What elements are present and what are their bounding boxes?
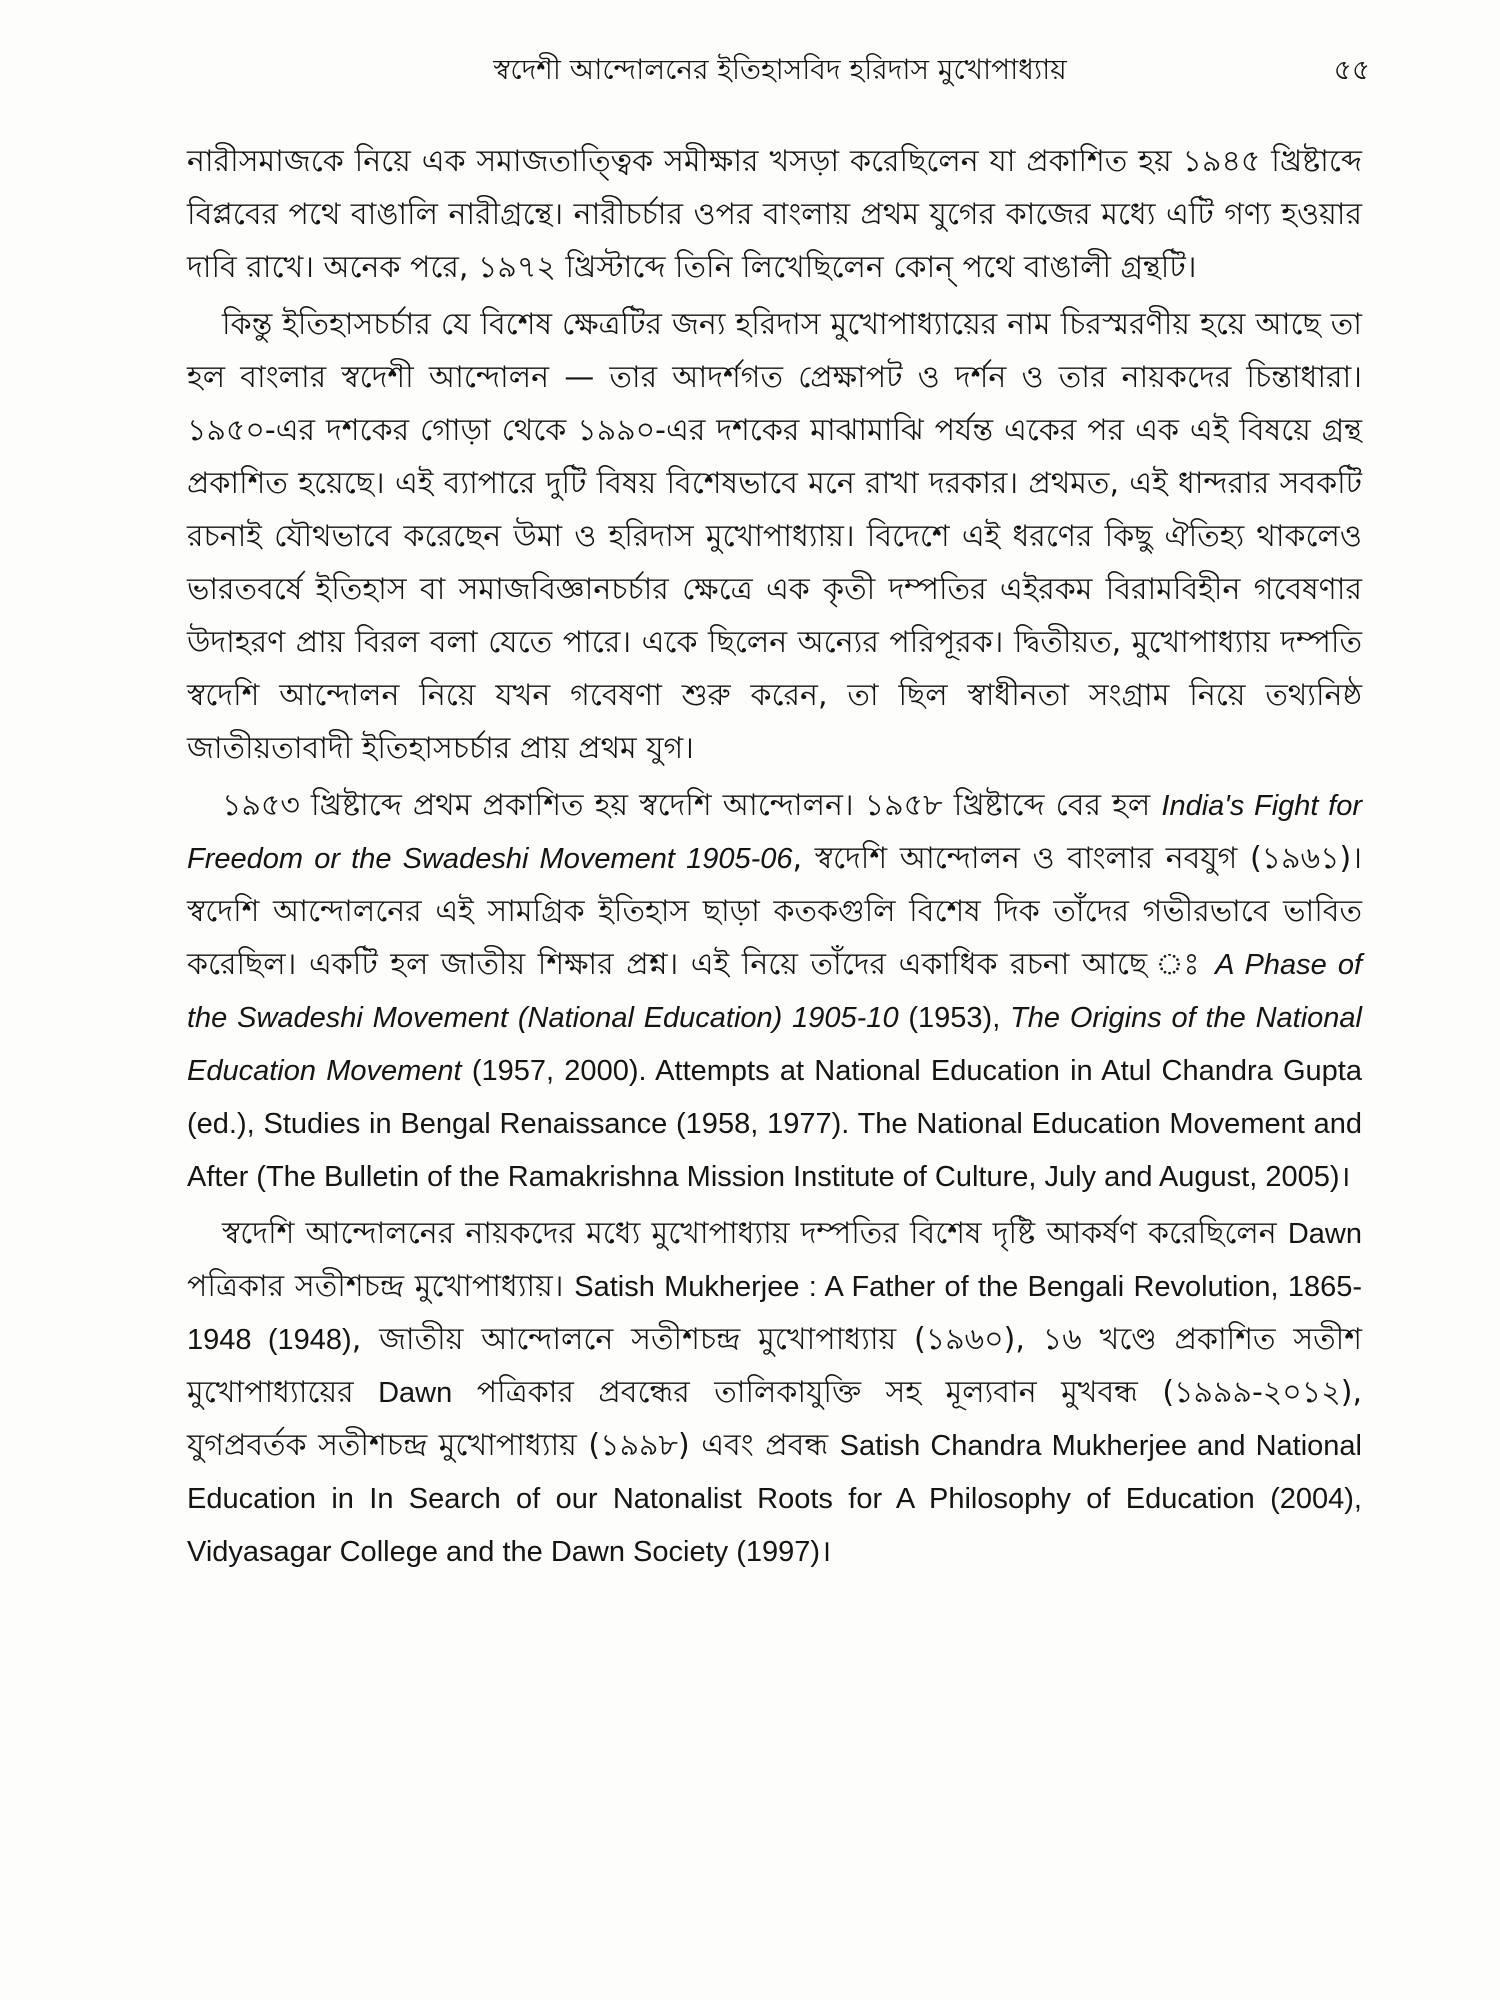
- paragraph-4-end: ।: [820, 1534, 832, 1569]
- paragraph-3-text-a: ১৯৫৩ খ্রিষ্টাব্দে প্রথম প্রকাশিত হয় স্বদেশি আন্দোলন। ১৯৫৮ খ্রিষ্টাব্দে বের হল: [222, 788, 1162, 823]
- paragraph-4-text-d: পত্রিকার প্রবন্ধের তালিকাযুক্তি সহ মূল্যবান মুখবন্ধ (১৯৯৯-২০১২), যুগপ্রবর্তক সতীশচন্দ্র মুখোপাধ্যায় (১৯৯৮) এবং প্রবন্ধ: [187, 1375, 1362, 1463]
- paragraph-4: [187, 1207, 1362, 1578]
- body-text: [187, 135, 1362, 1582]
- dawn-word-2: Dawn: [378, 1377, 453, 1409]
- essay-title-satish-chandra: Satish Chandra Mukherjee and National Education in In Search of our Natonalist Roots for A Philosophy of Education (2004), Vidyasagar College and the Dawn Society (1997): [187, 1430, 1362, 1568]
- page-number: ৫৫: [1333, 53, 1370, 86]
- running-header: স্বদেশী আন্দোলনের ইতিহাসবিদ হরিদাস মুখোপাধ্যায়: [493, 53, 1067, 86]
- paragraph-4-text-a: স্বদেশি আন্দোলনের নায়কদের মধ্যে মুখোপাধ্যায় দম্পতির বিশেষ দৃষ্টি আকর্ষণ করেছিলেন: [222, 1216, 1288, 1251]
- paragraph-4-text-b: পত্রিকার সতীশচন্দ্র মুখোপাধ্যায়।: [187, 1269, 575, 1304]
- book-title-satish-mukherjee: Satish Mukherjee : A Father of the Bengali Revolution, 1865-1948 (1948): [187, 1271, 1362, 1356]
- book-title-origins-national-education: The Origins of the National Education Movement: [187, 1002, 1363, 1087]
- paragraph-2: কিন্তু ইতিহাসচর্চার যে বিশেষ ক্ষেত্রটির জন্য হরিদাস মুখোপাধ্যায়ের নাম চিরস্মরণীয় হয়ে আছে তা হল বাংলার স্বদেশী আন্দোলন — তার আদর্শগত প্রেক্ষাপট ও দর্শন ও তার নায়কদের চিন্তাধারা। ১৯৫০-এর দশকের গোড়া থেকে ১৯৯০-এর দশকের মাঝামাঝি পর্যন্ত একের পর এক এই বিষয়ে গ্রন্থ প্রকাশিত হয়েছে। এই ব্যাপারে দুটি বিষয় বিশেষভাবে মনে রাখা দরকার। প্রথমত, এই ধান্দরার সবকটি রচনাই যৌথভাবে করেছেন উমা ও হরিদাস মুখোপাধ্যায়। বিদেশে এই ধরণের কিছু ঐতিহ্য থাকলেও ভারতবর্ষে ইতিহাস বা সমাজবিজ্ঞানচর্চার ক্ষেত্রে এক কৃতী দম্পতির এইরকম বিরামবিহীন গবেষণার উদাহরণ প্রায় বিরল বলা যেতে পারে। একে ছিলেন অন্যের পরিপূরক। দ্বিতীয়ত, মুখোপাধ্যায় দম্পতি স্বদেশি আন্দোলন নিয়ে যখন গবেষণা শুরু করেন, তা ছিল স্বাধীনতা সংগ্রাম নিয়ে তথ্যনিষ্ঠ জাতীয়তাবাদী ইতিহাসচর্চার প্রায় প্রথম যুগ।: [187, 307, 1362, 766]
- paragraph-3-references: (1957, 2000). Attempts at National Education in Atul Chandra Gupta (ed.), Studies in Bengal Renaissance (1958, 1977). The National Education Movement and After (The Bulletin of the Ramakrishna Mission Institute of Culture, July and August, 2005)।: [187, 1055, 1362, 1193]
- paragraph-3-text-b: , স্বদেশি আন্দোলন ও বাংলার নবযুগ (১৯৬১)। স্বদেশি আন্দোলনের এই সামগ্রিক ইতিহাস ছাড়া কতকগুলি বিশেষ দিক তাঁদের গভীরভাবে ভাবিত করেছিল। একটি হল জাতীয় শিক্ষার প্রশ্ন। এই নিয়ে তাঁদের একাধিক রচনা আছে ঃ: [187, 841, 1362, 982]
- book-title-indias-fight: India's Fight for Freedom or the Swadeshi Movement 1905-06: [187, 790, 1362, 875]
- dawn-word-1: Dawn: [1287, 1218, 1362, 1250]
- paragraph-3: [187, 779, 1362, 1203]
- paragraph-4-text-c: , জাতীয় আন্দোলনে সতীশচন্দ্র মুখোপাধ্যায় (১৯৬০), ১৬ খণ্ডে প্রকাশিত সতীশ মুখোপাধ্যায়ের: [187, 1322, 1362, 1410]
- paragraph-1: নারীসমাজকে নিয়ে এক সমাজতাত্ত্বিক সমীক্ষার খসড়া করেছিলেন যা প্রকাশিত হয় ১৯৪৫ খ্রিষ্টাব্দে বিপ্লবের পথে বাঙালি নারীগ্রন্থে। নারীচর্চার ওপর বাংলায় প্রথম যুগের কাজের মধ্যে এটি গণ্য হওয়ার দাবি রাখে। অনেক পরে, ১৯৭২ খ্রিস্টাব্দে তিনি লিখেছিলেন কোন্ পথে বাঙালী গ্রন্থটি।: [187, 144, 1362, 285]
- paragraph-3-year-1953: (1953),: [898, 1002, 1011, 1034]
- book-title-phase-swadeshi: A Phase of the Swadeshi Movement (National Education) 1905-10: [187, 949, 1363, 1034]
